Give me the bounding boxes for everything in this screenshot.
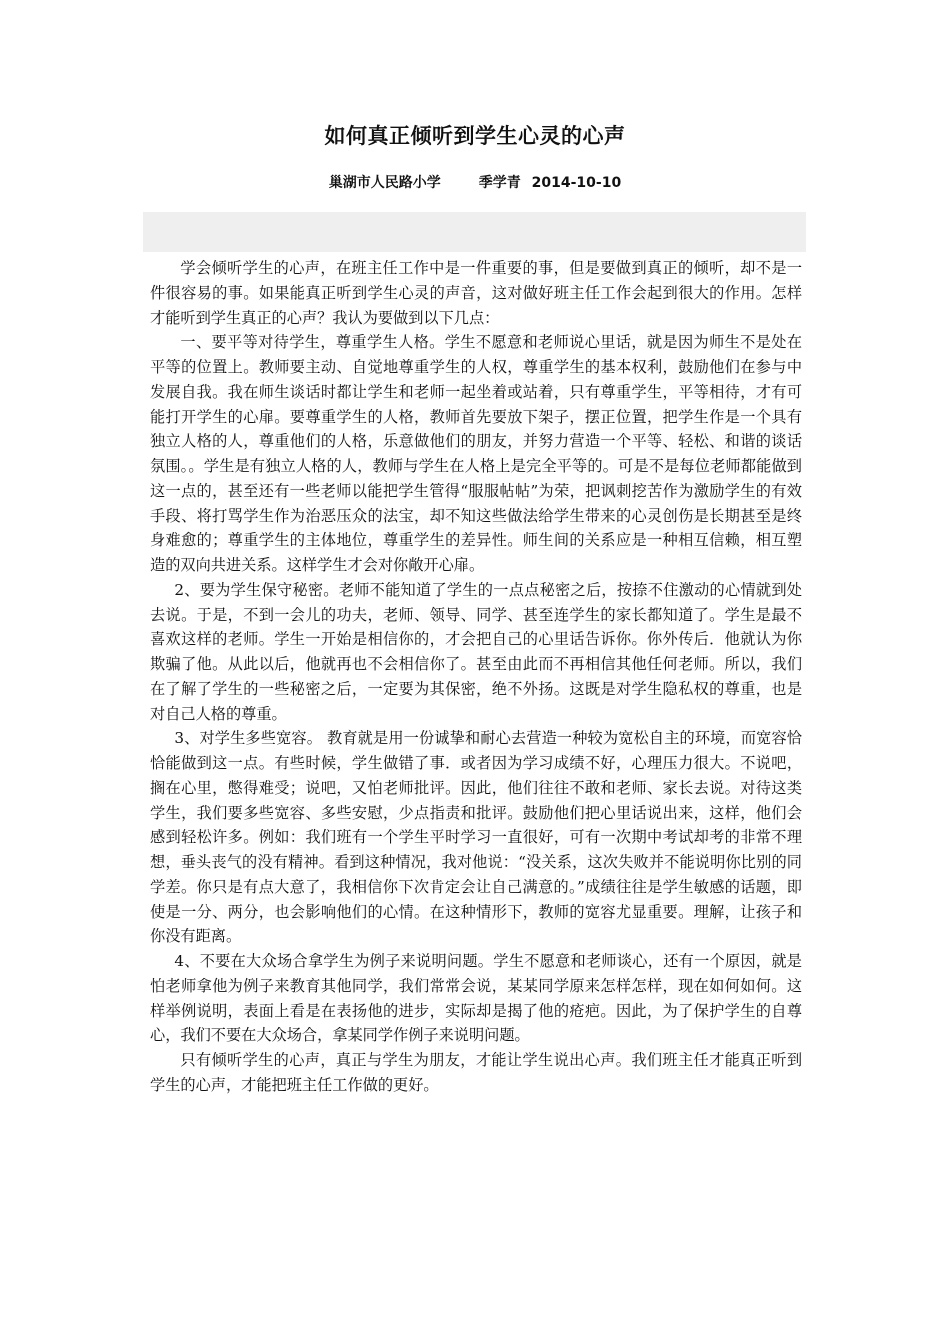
paragraph-intro: 学会倾听学生的心声，在班主任工作中是一件重要的事，但是要做到真正的倾听，却不是一件很容易的事。如果能真正听到学生心灵的声音，这对做好班主任工作会起到很大的作用。怎样才能听到学生真正的心声？我认为要做到以下几点： [150,259,802,327]
paragraph-conclusion: 只有倾听学生的心声，真正与学生为朋友，才能让学生说出心声。我们班主任才能真正听到学生的心声，才能把班主任工作做的更好。 [150,1051,802,1094]
document-body [150,256,802,1098]
document-title: 如何真正倾听到学生心灵的心声 [324,124,626,148]
paragraph-point-1: 一、要平等对待学生，尊重学生人格。学生不愿意和老师说心里话，就是因为师生不是处在平等的位置上。教师要主动、自觉地尊重学生的人权，尊重学生的基本权利，鼓励他们在参与中发展自我。我在师生谈话时都让学生和老师一起坐着或站着，只有尊重学生，平等相待，才有可能打开学生的心扉。要尊重学生的人格，教师首先要放下架子，摆正位置，把学生作是一个具有独立人格的人，尊重他们的人格，乐意做他们的朋友，并努力营造一个平等、轻松、和谐的谈话氛围。。学生是有独立人格的人，教师与学生在人格上是完全平等的。可是不是每位老师都能做到这一点的，甚至还有一些老师以能把学生管得“服服帖帖”为荣，把讽刺挖苦作为激励学生的有效手段、将打骂学生作为治恶压众的法宝，却不知这些做法给学生带来的心灵创伤是长期甚至是终身难愈的；尊重学生的主体地位，尊重学生的差异性。师生间的关系应是一种相互信赖，相互塑造的双向共进关系。这样学生才会对你敞开心扉。 [150,333,802,574]
byline-school: 巢湖市人民路小学 [328,175,441,191]
header-shaded-band [143,212,806,252]
byline [0,172,950,192]
byline-date: 2014-10-10 [531,175,622,191]
byline-author: 季学青 [478,175,521,191]
paragraph-point-3: 3、对学生多些宽容。 教育就是用一份诚挚和耐心去营造一种较为宽松自主的环境，而宽容恰恰能做到这一点。有些时候，学生做错了事．或者因为学习成绩不好，心理压力很大。不说吧，搁在心里，憋得难受；说吧，又怕老师批评。因此，他们往往不敢和老师、家长去说。对待这类学生，我们要多些宽容、多些安慰，少点指责和批评。鼓励他们把心里话说出来，这样，他们会感到轻松许多。例如：我们班有一个学生平时学习一直很好，可有一次期中考试却考的非常不理想，垂头丧气的没有精神。看到这种情况，我对他说：“没关系，这次失败并不能说明你比别的同学差。你只是有点大意了，我相信你下次肯定会让自己满意的。”成绩往往是学生敏感的话题，即使是一分、两分，也会影响他们的心情。在这种情形下，教师的宽容尤显重要。理解，让孩子和你没有距离。 [150,729,802,946]
paragraph-point-2: 2、要为学生保守秘密。老师不能知道了学生的一点点秘密之后，按捺不住激动的心情就到处去说。于是，不到一会儿的功夫，老师、领导、同学、甚至连学生的家长都知道了。学生是最不喜欢这样的老师。学生一开始是相信你的，才会把自己的心里话告诉你。你外传后．他就认为你欺骗了他。从此以后，他就再也不会相信你了。甚至由此而不再相信其他任何老师。所以，我们在了解了学生的一些秘密之后，一定要为其保密，绝不外扬。这既是对学生隐私权的尊重，也是对自己人格的尊重。 [150,580,802,723]
paragraph-point-4: 4、不要在大众场合拿学生为例子来说明问题。学生不愿意和老师谈心，还有一个原因，就是怕老师拿他为例子来教育其他同学，我们常常会说，某某同学原来怎样怎样，现在如何如何。这样举例说明，表面上看是在表扬他的进步，实际却是揭了他的疮疤。因此，为了保护学生的自尊心，我们不要在大众场合，拿某同学作例子来说明问题。 [150,952,802,1045]
